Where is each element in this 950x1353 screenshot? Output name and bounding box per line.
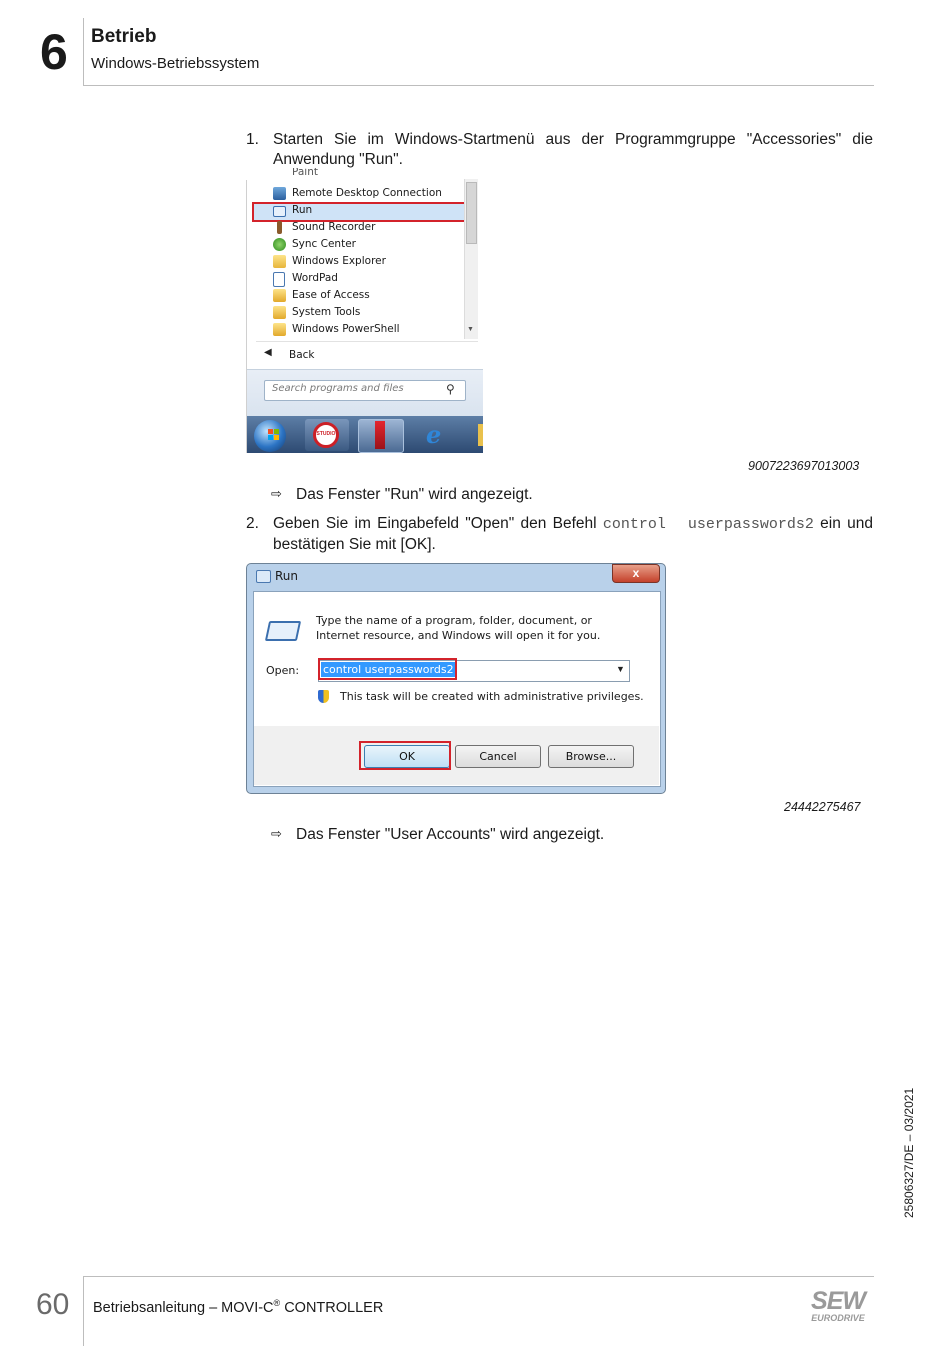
run-icon [273,206,286,217]
menu-item-run[interactable] [292,202,312,219]
footer-doc-title-suffix: CONTROLLER [280,1299,384,1316]
search-placeholder: Search programs and files [272,383,404,394]
windows-logo-tile [268,435,273,440]
folder-icon [273,306,286,319]
section-title: Windows-Betriebssystem [91,55,260,72]
figure-2-id: 24442275467 [784,800,861,814]
footer-divider [83,1276,874,1277]
step-2-text-after: ein und bestätigen Sie mit [OK]. [273,515,873,553]
open-input-value[interactable]: control userpasswords2 [323,663,454,676]
ok-highlight-box [359,741,451,770]
admin-privileges-note: This task will be created with administrative privileges. [340,690,644,703]
menu-item-sync-center[interactable] [292,236,356,253]
chapter-title: Betrieb [91,26,157,47]
header-divider [83,85,874,86]
run-title-icon [256,570,271,583]
menu-item-remote-desktop[interactable] [292,185,442,202]
crop-edge [246,170,483,180]
menu-item-label: Sync Center [292,238,356,250]
step-2 [246,514,873,556]
step-2-text-before: Geben Sie im Eingabefeld "Open" den Befehl [273,515,603,532]
step-1-number: 1. [246,131,259,148]
windows-logo-tile [274,429,279,434]
search-icon[interactable]: ⚲ [446,382,455,396]
result-2 [271,826,771,846]
step-1-text: Starten Sie im Windows-Startmenü aus der Programmgruppe "Accessories" die Anwendung "Run". [273,131,873,168]
step-2-text [273,514,873,555]
internet-explorer-icon: e [426,420,442,449]
back-button[interactable]: Back [289,349,315,361]
header-divider-vertical [83,18,84,86]
scroll-down-icon[interactable]: ▼ [467,326,474,333]
device-app-icon [375,421,385,449]
chapter-number: 6 [40,24,68,80]
menu-item-label: System Tools [292,306,361,318]
run-program-icon [265,621,301,641]
registered-mark: ® [273,1298,281,1308]
menu-item-windows-explorer[interactable] [292,253,386,270]
browse-button[interactable]: Browse... [548,745,634,768]
folder-icon [273,289,286,302]
back-arrow-icon[interactable]: ◀ [264,347,272,358]
menu-item-label: Sound Recorder [292,221,376,233]
step-1 [246,130,873,172]
step-2-command: control userpasswords2 [602,516,814,533]
run-dialog-title: Run [275,569,299,583]
logo-top-text: SEW [811,1287,865,1315]
result-2-text: Das Fenster "User Accounts" wird angezeigt. [296,826,605,843]
footer-doc-title [93,1298,383,1316]
result-1-text: Das Fenster "Run" wird angezeigt. [296,486,533,503]
chevron-down-icon[interactable]: ▼ [616,664,625,674]
folder-icon [273,255,286,268]
windows-logo-tile [268,429,273,434]
open-label: Open: [266,664,300,677]
uac-shield-icon [318,690,329,703]
menu-item-system-tools[interactable] [292,304,360,321]
menu-item-paint[interactable]: Paint [292,168,318,178]
open-input-highlight-box [318,658,457,680]
result-1 [271,486,771,506]
footer-divider-vertical [83,1276,84,1346]
menu-item-label: Run [292,204,313,216]
windows-logo-tile [274,435,279,440]
remote-desktop-icon [273,187,286,200]
menu-item-windows-powershell[interactable] [292,321,400,338]
logo-bottom-text: EURODRIVE [811,1313,865,1323]
run-description: Type the name of a program, folder, document, or Internet resource, and Windows will open it for you. [316,614,601,642]
taskbar-folder-icon[interactable] [478,424,483,446]
microphone-icon [277,221,282,234]
cancel-button[interactable]: Cancel [455,745,541,768]
page-number: 60 [36,1288,70,1321]
menu-item-label: Windows Explorer [292,255,386,267]
folder-icon [273,323,286,336]
menu-separator [256,341,478,342]
result-arrow-icon: ⇨ [271,486,282,501]
menu-item-label: Remote Desktop Connection [292,187,442,199]
menu-item-ease-of-access[interactable] [292,287,370,304]
menu-item-label: WordPad [292,272,338,284]
wordpad-icon [273,272,285,287]
document-code: 25806327/DE – 03/2021 [902,1087,916,1218]
step-2-number: 2. [246,515,259,532]
figure-1-id: 9007223697013003 [748,459,860,473]
menu-item-label: Ease of Access [292,289,370,301]
result-arrow-icon: ⇨ [271,826,282,841]
sync-icon [273,238,286,251]
sew-eurodrive-logo [803,1289,873,1323]
scrollbar-thumb[interactable] [466,182,477,244]
studio-app-label: STUDIO [316,431,336,437]
menu-item-label: Windows PowerShell [292,323,400,335]
menu-item-wordpad[interactable] [292,270,338,287]
close-button[interactable]: x [612,564,660,583]
footer-doc-title-main: Betriebsanleitung – MOVI-C [93,1299,274,1316]
ok-button[interactable]: OK [364,745,450,768]
menu-item-sound-recorder[interactable] [292,219,375,236]
